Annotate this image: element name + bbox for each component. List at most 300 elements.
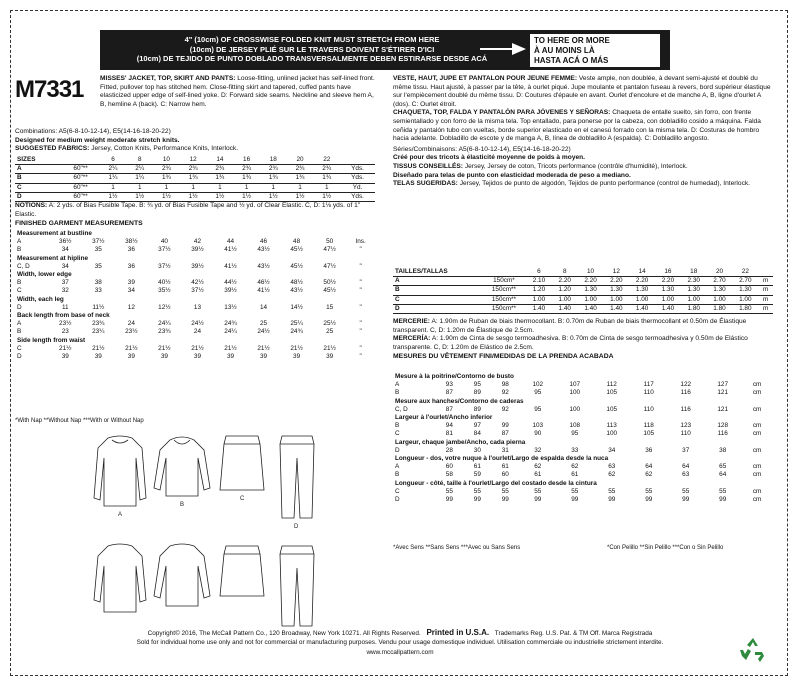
spanish-desc: Chaqueta de entalle suelto, sin forro, con frente semientallado y con forro de la misma tela. Top entallado, para ponerse por la cabeza, con dobladillo cosido a máquina. Falda ceñida y pantalón tubo con vueltas, borde superior elasticado en el canesú forrado con la misma tela. D: Costuras de hombro hacia adelante. Dobladillo de escote y de manga A, B, línea de dobladillo A (espalda). C: Dobladillo angosto. bbox=[393, 109, 761, 143]
yardage-row bbox=[15, 174, 375, 183]
measurement-group-label-text: Measurement at hipline bbox=[17, 254, 89, 262]
mesure-row-cell: 36 bbox=[645, 446, 653, 454]
mesure-row-cell: 55 bbox=[719, 487, 727, 495]
metric-row-cell: 1.20 bbox=[552, 286, 578, 295]
metric-row-cell: 1.30 bbox=[655, 286, 681, 295]
mesure-row-cell: 92 bbox=[501, 405, 509, 413]
footer-url: www.mccallpattern.com bbox=[366, 649, 434, 656]
measurement-row-cell: 34 bbox=[61, 262, 69, 270]
metric-row-cell: A bbox=[393, 277, 482, 286]
copyright-text: Copyright© 2016, The McCall Pattern Co., 120 Broadway, New York 10271. All Rights Reserved. bbox=[147, 630, 421, 637]
yardage-size-header-cell: 22 bbox=[313, 156, 340, 165]
yardage-row-cell: 1 bbox=[233, 183, 260, 192]
mesure-row-cell: 58 bbox=[445, 471, 453, 479]
measurement-row-cell: 34 bbox=[127, 287, 135, 295]
measurement-row-cell: 11 bbox=[61, 303, 69, 311]
measurements-table-fr bbox=[393, 373, 773, 504]
measurement-row-cell: B bbox=[17, 328, 22, 336]
measurement-row-cell: 39½ bbox=[191, 262, 204, 270]
mesure-row-cell: C bbox=[395, 487, 400, 495]
mesure-row-cell: 110 bbox=[680, 430, 691, 438]
mesure-row-cell: C bbox=[395, 430, 400, 438]
mesure-row-cell: 95 bbox=[534, 405, 542, 413]
mesure-row-cell: 28 bbox=[445, 446, 453, 454]
measurement-row-cell: 39½ bbox=[224, 287, 237, 295]
metric-row-cell: 1.30 bbox=[603, 286, 629, 295]
mesure-row-cell: 121 bbox=[717, 405, 729, 413]
measurement-row-cell: 43½ bbox=[257, 246, 270, 254]
nap-note-es: *Con Pelillo **Sin Pelillo ***Con o Sin Pelillo bbox=[607, 545, 724, 551]
measurement-row-cell: 39 bbox=[127, 353, 135, 361]
measurement-group-label-text: Measurement at bustline bbox=[17, 230, 92, 237]
mesure-row-cell: 89 bbox=[473, 389, 481, 397]
metric-size-header-cell bbox=[482, 268, 526, 277]
metric-row-cell: B bbox=[393, 286, 482, 295]
metric-size-header-cell: 10 bbox=[578, 268, 604, 277]
metric-row bbox=[393, 295, 773, 304]
yardage-row-cell: 1½ bbox=[126, 192, 153, 201]
metric-row-cell: 1.00 bbox=[603, 295, 629, 304]
nap-note-en: *With Nap **Without Nap ***With or Without Nap bbox=[15, 418, 144, 424]
metric-size-header-cell: 20 bbox=[707, 268, 733, 277]
metric-row-cell: 2.20 bbox=[578, 277, 604, 286]
mesure-row-cell: 118 bbox=[643, 422, 654, 430]
yardage-size-header-cell: 20 bbox=[287, 156, 314, 165]
metric-row bbox=[393, 304, 773, 313]
right-arrow-icon bbox=[480, 48, 514, 50]
yardage-row-cell: 1¾ bbox=[207, 174, 234, 183]
yardage-row-cell: 1 bbox=[260, 183, 287, 192]
yardage-row-cell: Yd. bbox=[340, 183, 375, 192]
mesure-row bbox=[393, 389, 773, 397]
yardage-row bbox=[15, 165, 375, 174]
measurement-row-cell: A bbox=[17, 238, 22, 246]
measurement-row-cell: " bbox=[359, 262, 362, 270]
measurement-row-cell: 42 bbox=[193, 238, 201, 246]
measurement-row-cell: 46½ bbox=[257, 279, 270, 287]
measurement-row-cell: C bbox=[17, 287, 22, 295]
metric-row-cell: 2.20 bbox=[603, 277, 629, 286]
yardage-row-cell: D bbox=[15, 192, 62, 201]
mesure-row-cell: 61 bbox=[571, 471, 579, 479]
measurement-row bbox=[15, 263, 375, 271]
metric-row-cell: 150cm* bbox=[482, 277, 526, 286]
metric-row-cell: 1.80 bbox=[732, 304, 758, 313]
mesure-row-cell: B bbox=[395, 389, 400, 397]
mesure-row-cell: 34 bbox=[608, 446, 616, 454]
metric-size-header-cell: 22 bbox=[732, 268, 758, 277]
yardage-size-header-cell: SIZES bbox=[15, 156, 62, 165]
mesure-group-label-text: Mesure aux hanches/Contorno de caderas bbox=[395, 397, 524, 405]
metric-row bbox=[393, 277, 773, 286]
english-title: MISSES' JACKET, TOP, SKIRT AND PANTS: bbox=[100, 75, 236, 82]
target-line-fr: À AU MOINS LÀ bbox=[534, 46, 595, 55]
yardage-size-header-cell bbox=[340, 156, 375, 165]
mesure-group-label bbox=[393, 398, 773, 406]
metric-size-header-cell: 6 bbox=[526, 268, 552, 277]
measurement-row-cell: 39 bbox=[127, 279, 135, 287]
yardage-size-header-cell: 6 bbox=[100, 156, 127, 165]
yardage-size-header-cell: 14 bbox=[207, 156, 234, 165]
mesure-row-cell: 97 bbox=[473, 422, 481, 430]
metric-row-cell: 1.00 bbox=[629, 295, 655, 304]
metric-row-cell: 2.20 bbox=[629, 277, 655, 286]
mesure-row-cell: B bbox=[395, 422, 400, 430]
measurements-table-en bbox=[15, 230, 375, 361]
measurement-row-cell: 39 bbox=[193, 353, 201, 361]
measurement-row-cell: 35½ bbox=[158, 287, 171, 295]
mesure-row-cell: 110 bbox=[643, 405, 654, 413]
mesure-row-cell: 105 bbox=[606, 405, 618, 413]
measurement-row-cell: 21½ bbox=[257, 344, 270, 352]
mesure-row-cell: 62 bbox=[534, 463, 542, 471]
metric-row-cell: 1.20 bbox=[526, 286, 552, 295]
yardage-row-cell: 1¾ bbox=[180, 174, 207, 183]
yardage-row-cell: 1½ bbox=[260, 192, 287, 201]
yardage-row-cell: 2¾ bbox=[287, 165, 314, 174]
yardage-size-header-cell: 10 bbox=[153, 156, 180, 165]
measurement-row-cell: 12 bbox=[127, 303, 135, 311]
mesure-row bbox=[393, 422, 773, 430]
mesure-group-label-text: Longueur - côté, taille à l'ourlet/Largo del costado desde la cintura bbox=[395, 479, 597, 487]
mesure-row-cell: 55 bbox=[571, 487, 579, 495]
mesure-row-cell: cm bbox=[752, 430, 762, 438]
mesure-group-label-text: Largeur, chaque jambe/Ancho, cada pierna bbox=[395, 438, 526, 446]
mesure-row-cell: 64 bbox=[645, 463, 653, 471]
measurement-row-cell: 13½ bbox=[224, 303, 237, 311]
mesure-row-cell: cm bbox=[752, 422, 762, 430]
mesure-group-label bbox=[393, 373, 773, 381]
metric-size-header-cell: 16 bbox=[655, 268, 681, 277]
measurement-row-cell: 39 bbox=[259, 353, 268, 361]
metric-row-cell: 2.20 bbox=[655, 277, 681, 286]
mesure-row-cell: 63 bbox=[608, 463, 616, 471]
yardage-row-cell: 1¾ bbox=[287, 174, 314, 183]
measurement-group-label-text: Side length from waist bbox=[17, 336, 86, 344]
mesure-row bbox=[393, 430, 773, 438]
measurement-row-cell: 12½ bbox=[158, 303, 171, 311]
yardage-row-cell: B bbox=[15, 174, 62, 183]
measurement-row-cell: 32 bbox=[61, 287, 69, 295]
mesure-row-cell: cm bbox=[752, 381, 762, 389]
metric-row bbox=[393, 286, 773, 295]
measurement-row-cell: " bbox=[359, 287, 362, 295]
mesure-row-cell: A bbox=[395, 381, 400, 389]
measurement-row-cell: " bbox=[359, 328, 362, 336]
mesure-row-cell: 95 bbox=[534, 389, 542, 397]
mesures-title: MESURES DU VÊTEMENT FINI/MEDIDAS DE LA PRENDA ACABADA bbox=[393, 353, 614, 361]
yardage-size-header-cell: 8 bbox=[126, 156, 153, 165]
metric-row-cell: 1.00 bbox=[732, 295, 758, 304]
measurement-row-cell: 47½ bbox=[323, 262, 336, 270]
measurement-row-cell: 35 bbox=[94, 262, 102, 270]
measurement-row-cell: 25½ bbox=[323, 320, 336, 328]
tissus-text: Jersey, Jersey de coton, Tricots performance (contrôle d'humidité), Interlock. bbox=[464, 162, 688, 170]
yardage-row-cell: 1½ bbox=[100, 192, 127, 201]
mesure-group-label bbox=[393, 439, 773, 447]
measurement-row-cell: 21½ bbox=[224, 344, 237, 352]
mesure-row-cell: 116 bbox=[680, 389, 691, 397]
combinations-en: Combinations: A5(6-8-10-12-14), E5(14-16-18-20-22) bbox=[15, 128, 171, 135]
metric-row-cell: m bbox=[758, 295, 773, 304]
measurement-row bbox=[15, 246, 375, 254]
mesure-row-cell: 112 bbox=[606, 381, 617, 389]
mesure-row-cell: 108 bbox=[569, 422, 581, 430]
french-spanish-descriptions bbox=[393, 75, 773, 189]
garment-sketches bbox=[90, 428, 330, 638]
mesure-row-cell: cm bbox=[752, 471, 762, 479]
metric-size-header-cell: TAILLES/TALLAS bbox=[393, 268, 482, 277]
metric-row-cell: 150cm** bbox=[482, 295, 526, 304]
stretch-line-fr: (10cm) DE JERSEY PLIÉ SUR LE TRAVERS DOIVENT S'ÉTIRER D'ICI bbox=[189, 44, 435, 54]
sketch-jacket-back-2 bbox=[94, 544, 146, 612]
measurement-row-cell: 33 bbox=[94, 287, 102, 295]
mesure-row-cell: 55 bbox=[682, 487, 690, 495]
yardage-row-cell: Yds. bbox=[340, 174, 375, 183]
measurement-row-cell: 21½ bbox=[191, 344, 204, 352]
measurement-row-cell: C, D bbox=[17, 262, 30, 270]
mesure-row-cell: B bbox=[395, 471, 400, 479]
measurement-row-cell: 34 bbox=[61, 246, 69, 254]
sketch-label-c: C bbox=[240, 496, 245, 502]
telas-label: TELAS SUGERIDAS: bbox=[393, 180, 458, 188]
metric-row-cell: 1.00 bbox=[552, 295, 578, 304]
mesure-row-cell: 93 bbox=[445, 381, 453, 389]
mesure-group-label bbox=[393, 455, 773, 463]
metric-row-cell: 1.30 bbox=[707, 286, 733, 295]
yardage-row-cell: 60"** bbox=[62, 192, 100, 201]
metric-row-cell: 1.80 bbox=[681, 304, 707, 313]
metric-row-cell: 2.10 bbox=[526, 277, 552, 286]
printed-in: Printed in U.S.A. bbox=[426, 628, 490, 637]
metric-row-cell: 1.30 bbox=[629, 286, 655, 295]
mesure-row-cell: 55 bbox=[534, 487, 542, 495]
metric-row-cell: m bbox=[758, 277, 773, 286]
measurement-row-cell: Ins. bbox=[355, 238, 366, 246]
yardage-row-cell: 1 bbox=[287, 183, 314, 192]
sketch-skirt-c bbox=[220, 436, 264, 490]
mesure-row-cell: 92 bbox=[501, 389, 509, 397]
mesure-row-cell: 55 bbox=[473, 487, 481, 495]
sketch-label-d: D bbox=[294, 524, 299, 530]
metric-row-cell: 1.40 bbox=[526, 304, 552, 313]
yardage-row-cell: 2¾ bbox=[153, 165, 180, 174]
mesure-row-cell: 62 bbox=[571, 463, 579, 471]
metric-row-cell: 2.30 bbox=[681, 277, 707, 286]
measurement-row-cell: 25 bbox=[326, 328, 334, 336]
mesure-row-cell: cm bbox=[752, 463, 762, 471]
yardage-row-cell: 1½ bbox=[153, 192, 180, 201]
yardage-row-cell: 1 bbox=[180, 183, 207, 192]
yardage-row bbox=[15, 192, 375, 201]
measurement-row-cell: 24½ bbox=[191, 320, 204, 328]
mesure-row-cell: 99 bbox=[534, 496, 542, 504]
stretch-line-es: (10cm) DE TEJIDO DE PUNTO DOBLADO TRANSVERSALMENTE DEBEN ESTIRARSE DESDE ACÁ bbox=[136, 54, 488, 63]
sketch-top-b bbox=[154, 437, 210, 496]
mesure-row-cell: 87 bbox=[445, 389, 453, 397]
measurement-row-cell: 39 bbox=[226, 353, 235, 361]
stretch-gauge-text bbox=[112, 35, 512, 64]
measurement-row-cell: 37 bbox=[61, 279, 69, 287]
mesure-row-cell: 105 bbox=[606, 389, 618, 397]
measurement-row-cell: 24 bbox=[193, 328, 201, 336]
mesure-row-cell: 100 bbox=[569, 389, 581, 397]
yardage-row-cell: 2¾ bbox=[313, 165, 340, 174]
measurement-row-cell: 39 bbox=[94, 353, 102, 361]
metric-row-cell: 1.40 bbox=[655, 304, 681, 313]
mesure-row-cell: A bbox=[395, 463, 400, 471]
measurement-group-label bbox=[15, 271, 375, 279]
mesure-row-cell: 122 bbox=[680, 381, 692, 389]
mesure-row-cell: 99 bbox=[645, 496, 653, 504]
mesure-row-cell: 61 bbox=[534, 471, 542, 479]
yardage-row-cell: 1¾ bbox=[260, 174, 287, 183]
mesure-row-cell: 99 bbox=[473, 496, 481, 504]
metric-row-cell: 1.40 bbox=[552, 304, 578, 313]
measurement-row-cell: 45½ bbox=[323, 287, 336, 295]
yardage-row-cell: 2¾ bbox=[180, 165, 207, 174]
metric-size-header-cell bbox=[758, 268, 773, 277]
measurement-row-cell: 36½ bbox=[59, 238, 72, 246]
yardage-row-cell: 1¾ bbox=[233, 174, 260, 183]
measurement-row-cell: B bbox=[17, 246, 22, 254]
yardage-size-header-cell bbox=[62, 156, 100, 165]
metric-yardage-table bbox=[393, 268, 773, 314]
yardage-row-cell: 1 bbox=[313, 183, 340, 192]
recycle-icon bbox=[738, 636, 768, 664]
measurement-row-cell: 38½ bbox=[125, 238, 138, 246]
measurement-row-cell: 21½ bbox=[290, 344, 303, 352]
mesure-row-cell: 100 bbox=[569, 405, 581, 413]
mesure-row-cell: 62 bbox=[645, 471, 653, 479]
mesure-row-cell: 65 bbox=[719, 463, 727, 471]
mercerie-block bbox=[393, 318, 773, 361]
yardage-row-cell: 1¼ bbox=[126, 174, 153, 183]
mesure-row-cell: 95 bbox=[473, 381, 481, 389]
yardage-row-cell: 60"** bbox=[62, 174, 100, 183]
metric-row-cell: 2.70 bbox=[707, 277, 733, 286]
stretch-line-en: 4" (10cm) OF CROSSWISE FOLDED KNIT MUST STRETCH FROM HERE bbox=[184, 35, 440, 44]
mesure-row-cell: 110 bbox=[643, 389, 654, 397]
mesure-row-cell: cm bbox=[752, 389, 762, 397]
mesure-row-cell: 90 bbox=[534, 430, 542, 438]
mesure-row-cell: 127 bbox=[717, 381, 729, 389]
mesure-row-cell: 55 bbox=[645, 487, 653, 495]
mesure-row-cell: 99 bbox=[501, 496, 509, 504]
metric-row-cell: 1.40 bbox=[578, 304, 604, 313]
right-arrow-head-icon bbox=[512, 43, 526, 55]
sketch-skirt-back bbox=[220, 546, 264, 596]
yardage-row-cell: 60"** bbox=[62, 183, 100, 192]
yardage-row-cell: 2¾ bbox=[233, 165, 260, 174]
metric-row-cell: 1.00 bbox=[655, 295, 681, 304]
measurement-row-cell: 39½ bbox=[191, 246, 204, 254]
target-line-es: HASTA ACÁ O MÁS bbox=[534, 56, 609, 65]
measurement-row-cell: 45½ bbox=[290, 262, 303, 270]
metric-row-cell: 1.30 bbox=[681, 286, 707, 295]
measurement-row-cell: 24½ bbox=[257, 328, 270, 336]
notions-text: A: 2 yds. of Bias Fusible Tape. B: ¾ yd. of Bias Fusible Tape and ½ yd. of Clear Elastic. C, D: 1⅛ yds. of 1" Elastic. bbox=[15, 202, 361, 218]
measurement-group-label-text: Back length from base of neck bbox=[17, 312, 110, 320]
measurement-row-cell: 23¾ bbox=[158, 328, 171, 336]
metric-row-cell: 1.40 bbox=[629, 304, 655, 313]
tissus-label: TISSUS CONSEILLÉS: bbox=[393, 162, 463, 170]
measurement-row-cell: A bbox=[17, 320, 22, 328]
footer-line-2: Sold for individual home use only and not for commercial or manufacturing purposes. Vendu pour usage domestique individuel. Utilisation commerciale ou industrielle strictement interdite. bbox=[136, 639, 664, 646]
measurement-row-cell: 44½ bbox=[224, 279, 237, 287]
metric-row-cell: 1.80 bbox=[707, 304, 733, 313]
measurement-row-cell: D bbox=[17, 353, 22, 361]
mesure-row-cell: C, D bbox=[395, 405, 408, 413]
yardage-row-cell: 1¾ bbox=[153, 174, 180, 183]
yardage-row-cell: 2¾ bbox=[207, 165, 234, 174]
mesure-row bbox=[393, 463, 773, 471]
english-description bbox=[100, 75, 378, 109]
yardage-row bbox=[15, 183, 375, 192]
metric-row-cell: 150cm** bbox=[482, 286, 526, 295]
measurement-row-cell: 25¼ bbox=[290, 320, 303, 328]
measurement-row bbox=[15, 287, 375, 295]
mesure-row-cell: 99 bbox=[571, 496, 579, 504]
mesure-row-cell: D bbox=[395, 496, 400, 504]
measurement-row-cell: 40½ bbox=[158, 279, 171, 287]
mesure-row-cell: D bbox=[395, 446, 400, 454]
mesure-row bbox=[393, 381, 773, 389]
yardage-row-cell: 1½ bbox=[233, 192, 260, 201]
measurement-row-cell: 25 bbox=[259, 320, 268, 328]
mesure-row-cell: 116 bbox=[680, 405, 691, 413]
measurement-row-cell: 48½ bbox=[290, 279, 303, 287]
sketch-label-a: A bbox=[118, 512, 123, 518]
yardage-row-cell: 1½ bbox=[207, 192, 234, 201]
mesure-row-cell: 100 bbox=[606, 430, 618, 438]
mesure-row-cell: 84 bbox=[473, 430, 481, 438]
measurement-group-label bbox=[15, 312, 375, 320]
measurement-row-cell: 44 bbox=[226, 238, 235, 246]
metric-size-header-cell: 14 bbox=[629, 268, 655, 277]
mesure-row-cell: 94 bbox=[445, 422, 453, 430]
measurement-row-cell: 46 bbox=[259, 238, 268, 246]
yardage-row-cell: 1 bbox=[153, 183, 180, 192]
sketch-label-b: B bbox=[180, 502, 185, 508]
yardage-size-header-cell: 18 bbox=[260, 156, 287, 165]
metric-size-header-cell: 8 bbox=[552, 268, 578, 277]
mesure-row-cell: 89 bbox=[473, 405, 481, 413]
measurement-row-cell: 24 bbox=[127, 320, 135, 328]
measurement-row-cell: 41½ bbox=[224, 262, 237, 270]
metric-row-cell: 1.00 bbox=[707, 295, 733, 304]
measurement-row-cell: 14 bbox=[259, 303, 268, 311]
measurement-row-cell: 21½ bbox=[158, 344, 171, 352]
mesure-row bbox=[393, 471, 773, 479]
measurement-row-cell: 15 bbox=[326, 303, 334, 311]
sketch-top-back bbox=[154, 544, 210, 606]
metric-row-cell: C bbox=[393, 295, 482, 304]
mesure-row-cell: 98 bbox=[501, 381, 509, 389]
metric-row-cell: 1.00 bbox=[681, 295, 707, 304]
disenado-para: Diseñado para telas de punto con elasticidad moderada de peso a mediano. bbox=[393, 171, 631, 179]
fabrics-text: Jersey, Cotton Knits, Performance Knits, Interlock. bbox=[91, 145, 239, 153]
designed-for: Designed for medium weight moderate stretch knits. bbox=[15, 136, 180, 144]
measurement-row-cell: " bbox=[359, 279, 362, 287]
sketch-jacket-back bbox=[94, 436, 146, 506]
measurement-row bbox=[15, 320, 375, 328]
mesure-row-cell: 60 bbox=[501, 471, 509, 479]
measurement-row bbox=[15, 345, 375, 353]
measurement-row-cell: 24¼ bbox=[158, 320, 171, 328]
measurement-row bbox=[15, 328, 375, 336]
measurement-row-cell: 14½ bbox=[290, 303, 303, 311]
